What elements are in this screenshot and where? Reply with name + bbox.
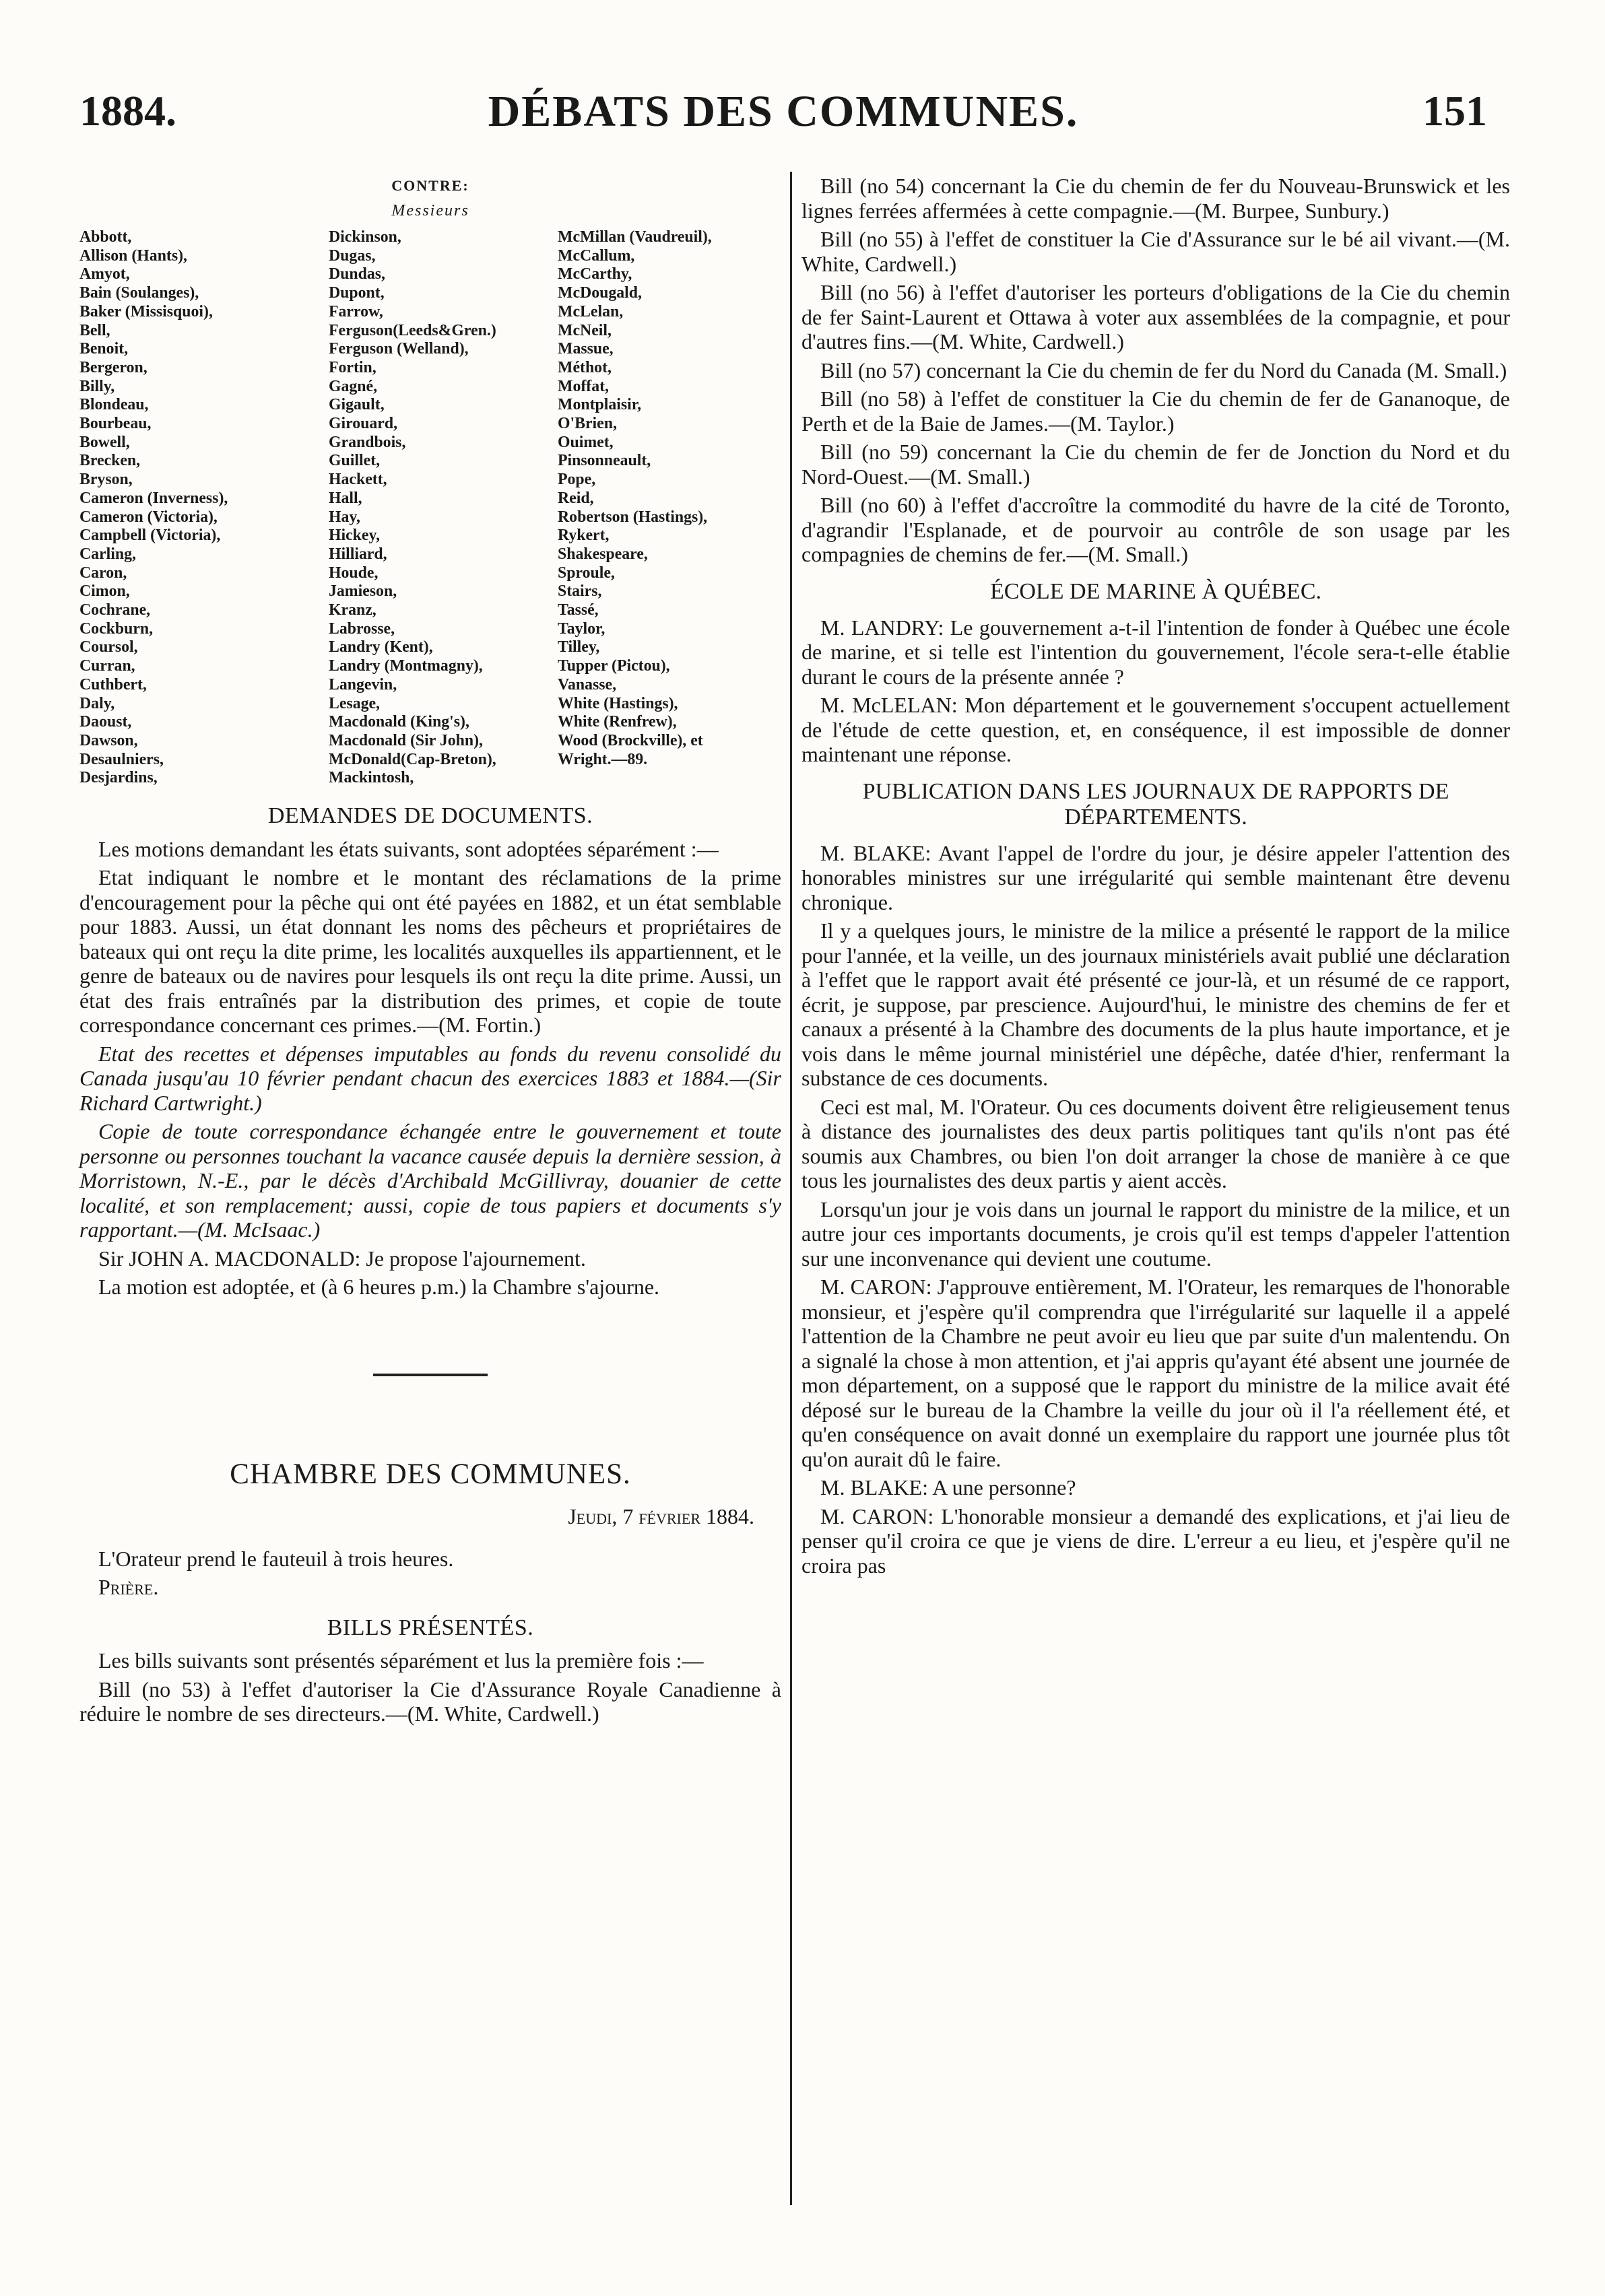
vote-name: Moffat,: [558, 377, 609, 395]
vote-name: White (Renfrew),: [558, 713, 677, 731]
vote-name: Dickinson,: [329, 228, 401, 246]
header-page-number: 151: [1422, 87, 1487, 135]
vote-name: Tassé,: [558, 601, 599, 619]
vote-name: Allison (Hants),: [79, 246, 187, 265]
vote-name: Ferguson (Welland),: [329, 340, 469, 358]
vote-name: Carling,: [79, 545, 136, 563]
caron-speech-2: M. CARON: L'honorable monsieur a demandé des explications, et j'ai lieu de penser qu'il croira ce que je viens de dire. L'erreur a eu lieu, et j'espère qu'il ne croira pas: [801, 1504, 1510, 1578]
vote-name: Dundas,: [329, 265, 385, 283]
mclelan-answer: M. McLELAN: Mon département et le gouvernement s'occupent actuellement de l'étude de cette question, et, en conséquence, il est impossible de donner maintenant une réponse.: [801, 693, 1510, 766]
vote-name: McNeil,: [558, 321, 612, 339]
bills-title: BILLS PRÉSENTÉS.: [327, 1615, 534, 1640]
sitting-date: Jeudi, 7 février 1884.: [568, 1504, 754, 1529]
vote-name: Tupper (Pictou),: [558, 657, 670, 675]
vote-name: Cochrane,: [79, 601, 151, 619]
vote-name: Cimon,: [79, 582, 130, 601]
vote-name: Bell,: [79, 321, 110, 339]
vote-name: Wright.—89.: [558, 750, 648, 768]
vote-contre-heading: CONTRE:: [391, 177, 469, 194]
vote-name: McDonald(Cap-Breton),: [329, 750, 496, 768]
vote-name: Reid,: [558, 489, 594, 507]
vote-name: Curran,: [79, 657, 135, 675]
vote-name: Cockburn,: [79, 619, 154, 638]
bill-57: Bill (no 57) concernant la Cie du chemin de fer du Nord du Canada (M. Small.): [820, 358, 1507, 382]
vote-name: Montplaisir,: [558, 396, 642, 414]
vote-name: Vanasse,: [558, 675, 617, 694]
vote-name: Landry (Montmagny),: [329, 657, 483, 675]
vote-name: Desjardins,: [79, 769, 158, 787]
vote-name: Desaulniers,: [79, 750, 164, 768]
vote-name: Stairs,: [558, 582, 602, 601]
vote-name: Guillet,: [329, 452, 381, 470]
page-header: [79, 86, 1487, 147]
vote-name: Langevin,: [329, 675, 397, 694]
vote-name: Bergeron,: [79, 358, 148, 376]
left-column: [79, 174, 781, 1730]
vote-names-list: [79, 228, 781, 788]
vote-name: Houde,: [329, 564, 379, 582]
vote-name: Abbott,: [79, 228, 132, 246]
right-column: [801, 174, 1510, 1582]
motion-mcisaac: Copie de toute correspondance échangée entre le gouvernement et toute personne ou personnes touchant la vacance causée depuis la dernière session, à Morristown, N.-E., par le décès d'Archibald McGillivray, douanier de cette localité, et son remplacement; aussi, copie de tous papiers et documents s'y rapportant.—(M. McIsaac.): [79, 1119, 781, 1242]
vote-name: Kranz,: [329, 601, 376, 619]
vote-name: Bourbeau,: [79, 415, 152, 433]
demandes-intro: Les motions demandant les états suivants, sont adoptées séparément :—: [98, 836, 719, 861]
vote-name: Bowell,: [79, 433, 130, 451]
vote-name: Macdonald (Sir John),: [329, 731, 483, 749]
vote-name: Rykert,: [558, 527, 610, 545]
vote-name: Cameron (Inverness),: [79, 489, 228, 507]
section-rule: [373, 1374, 488, 1376]
vote-name: Pinsonneault,: [558, 452, 651, 470]
vote-name: Shakespeare,: [558, 545, 648, 563]
vote-name: Billy,: [79, 377, 115, 395]
vote-name: Hay,: [329, 508, 360, 526]
blake-speech-1: M. BLAKE: Avant l'appel de l'ordre du jour, je désire appeler l'attention des honorables ministres sur une irrégularité qui semble maintenant être devenu chronique.: [801, 840, 1510, 914]
blake-speech-4: Lorsqu'un jour je vois dans un journal le rapport du ministre de la milice, et un autre jour ces importants documents, je crois qu'il est temps d'appeler l'attention sur une inconvenance qui devient une coutume.: [801, 1196, 1510, 1271]
vote-name: Labrosse,: [329, 619, 395, 638]
landry-question: M. LANDRY: Le gouvernement a-t-il l'intention de fonder à Québec une école de marine, et si telle est l'intention du gouvernement, l'école sera-t-elle établie durant le cours de la présente année ?: [801, 615, 1510, 689]
bill-55: Bill (no 55) à l'effet de constituer la Cie d'Assurance sur le bé ail vivant.—(M. White, Cardwell.): [801, 227, 1510, 276]
sir-john-adjournment: Sir JOHN A. MACDONALD: Je propose l'ajournement.: [98, 1246, 586, 1271]
vote-name: Pope,: [558, 471, 596, 489]
vote-name: Taylor,: [558, 619, 605, 638]
blake-interjection: M. BLAKE: A une personne?: [820, 1475, 1076, 1499]
column-divider: [790, 172, 792, 2205]
vote-name: Tilley,: [558, 638, 600, 656]
vote-name: Lesage,: [329, 694, 381, 712]
vote-name: McCarthy,: [558, 265, 632, 283]
vote-name: Bain (Soulanges),: [79, 284, 199, 302]
vote-name: Blondeau,: [79, 396, 149, 414]
orateur-line: L'Orateur prend le fauteuil à trois heures.: [98, 1546, 454, 1571]
bill-58: Bill (no 58) à l'effet de constituer la Cie du chemin de fer de Gananoque, de Perth et de la Baie de James.—(M. Taylor.): [801, 386, 1510, 436]
vote-name: Daoust,: [79, 713, 132, 731]
ecole-title: ÉCOLE DE MARINE À QUÉBEC.: [989, 578, 1322, 604]
blake-speech-2: Il y a quelques jours, le ministre de la milice a présenté le rapport de la milice pour l'année, et la veille, un des journaux ministériels avait publié une déclaration à l'effet que le rapport avait été présenté ce jour-là, et un résumé de ce rapport, écrit, je suppose, par prescience. Aujourd'hui, le ministre des chemins de fer et canaux a présenté à la Chambre des documents de la plus haute importance, et je vois dans le même journal ministériel une dépêche, datée d'hier, renfermant la substance de ces documents.: [801, 918, 1510, 1090]
vote-name: Gagné,: [329, 377, 378, 395]
motion-cartwright: Etat des recettes et dépenses imputables au fonds du revenu consolidé du Canada jusqu'au 10 février pendant chacun des exercices 1883 et 1884.—(Sir Richard Cartwright.): [79, 1041, 781, 1115]
vote-name: Benoit,: [79, 340, 129, 358]
header-year: 1884.: [79, 87, 176, 135]
bill-54: Bill (no 54) concernant la Cie du chemin de fer du Nouveau-Brunswick et les lignes ferrées affermées à cette compagnie.—(M. Burpee, Sunbury.): [801, 174, 1510, 223]
caron-speech-1: M. CARON: J'approuve entièrement, M. l'Orateur, les remarques de l'honorable monsieur, et j'espère qu'il comprendra que l'irrégularité sur laquelle il a appelé l'attention de la Chambre ne peut avoir eu lieu que par suite d'un malentendu. On a signalé la chose à mon attention, et j'ai appris qu'ayant été absent une journée de mon département, on a supposé que le rapport du ministre de la milice avait été déposé sur le bureau de la Chambre la veille du jour où il l'a réellement été, et qu'en conséquence on avait donné un exemplaire du rapport une journée plus tôt qu'on aurait dû le faire.: [801, 1275, 1510, 1471]
vote-name: Girouard,: [329, 415, 398, 433]
vote-name: Ouimet,: [558, 433, 614, 451]
vote-name: Hilliard,: [329, 545, 387, 563]
vote-name: Caron,: [79, 564, 127, 582]
bill-53: Bill (no 53) à l'effet d'autoriser la Cie d'Assurance Royale Canadienne à réduire le nombre de ses directeurs.—(M. White, Cardwell.): [79, 1677, 781, 1726]
vote-name: Baker (Missisquoi),: [79, 302, 213, 320]
vote-messieurs-heading: Messieurs: [391, 201, 469, 220]
vote-name: Hall,: [329, 489, 362, 507]
bill-59: Bill (no 59) concernant la Cie du chemin de fer de Jonction du Nord et du Nord-Ouest.—(M. Small.): [801, 440, 1510, 489]
vote-name: Ferguson(Leeds&Gren.): [329, 321, 496, 339]
vote-name: Jamieson,: [329, 582, 397, 601]
vote-name: Coursol,: [79, 638, 138, 656]
vote-name: Méthot,: [558, 358, 612, 376]
blake-speech-3: Ceci est mal, M. l'Orateur. Ou ces documents doivent être religieusement tenus à distance des journalistes des deux partis politiques tant qu'ils n'ont pas été soumis aux Chambres, ou bien l'on doit arranger la chose de manière à ce que tous les journalistes des deux partis y aient accès.: [801, 1094, 1510, 1192]
vote-name: Bryson,: [79, 471, 133, 489]
vote-name: Massue,: [558, 340, 614, 358]
vote-name: Dugas,: [329, 246, 376, 265]
vote-name: Amyot,: [79, 265, 130, 283]
publication-title: PUBLICATION DANS LES JOURNAUX DE RAPPORTS DE DÉPARTEMENTS.: [862, 778, 1449, 830]
bill-56: Bill (no 56) à l'effet d'autoriser les porteurs d'obligations de la Cie du chemin de fer Saint-Laurent et Ottawa à voter aux assemblées de la compagnie, et pour d'autres fins.—(M. White, Cardwell.): [801, 280, 1510, 353]
vote-name: Farrow,: [329, 302, 383, 320]
vote-name: [558, 769, 781, 788]
vote-name: McLelan,: [558, 302, 624, 320]
vote-name: McCallum,: [558, 246, 635, 265]
vote-name: Cuthbert,: [79, 675, 147, 694]
vote-name: Landry (Kent),: [329, 638, 433, 656]
vote-name: Dupont,: [329, 284, 385, 302]
priere-line: Prière.: [98, 1575, 159, 1600]
vote-name: Campbell (Victoria),: [79, 527, 221, 545]
vote-name: Hackett,: [329, 471, 387, 489]
vote-name: McDougald,: [558, 284, 642, 302]
bills-intro: Les bills suivants sont présentés séparément et lus la première fois :—: [98, 1648, 704, 1673]
vote-name: Cameron (Victoria),: [79, 508, 218, 526]
vote-name: Sproule,: [558, 564, 615, 582]
vote-name: Dawson,: [79, 731, 138, 749]
vote-name: Grandbois,: [329, 433, 406, 451]
vote-name: Wood (Brockville), et: [558, 731, 703, 749]
vote-name: McMillan (Vaudreuil),: [558, 228, 712, 246]
vote-name: Macdonald (King's),: [329, 713, 469, 731]
vote-name: Robertson (Hastings),: [558, 508, 708, 526]
motion-fortin: Etat indiquant le nombre et le montant des réclamations de la prime d'encouragement pour la pêche qui ont été payées en 1882, et un état semblable pour 1883. Aussi, un état donnant les noms des pêcheurs et propriétaires de bateaux qui ont reçu la dite prime, les localités auxquelles ils appartiennent, et le genre de bateaux ou de navires pour lesquels ils ont reçu la dite prime. Aussi, un état des frais entraînés par la distribution des primes, et copie de toute correspondance concernant ces primes.—(M. Fortin.): [79, 865, 781, 1038]
vote-name: Fortin,: [329, 358, 376, 376]
vote-name: Daly,: [79, 694, 115, 712]
bill-60: Bill (no 60) à l'effet d'accroître la commodité du havre de la cité de Toronto, d'agrandir l'Esplanade, et de pourvoir au contrôle de son usage par les compagnies de chemins de fer.—(M. Small.): [801, 493, 1510, 566]
motion-adopted: La motion est adoptée, et (à 6 heures p.m.) la Chambre s'ajourne.: [98, 1275, 660, 1299]
header-title: DÉBATS DES COMMUNES.: [488, 87, 1079, 136]
vote-name: O'Brien,: [558, 415, 617, 433]
vote-name: Hickey,: [329, 527, 381, 545]
vote-name: White (Hastings),: [558, 694, 678, 712]
chambre-title: CHAMBRE DES COMMUNES.: [230, 1458, 631, 1490]
vote-name: Brecken,: [79, 452, 141, 470]
demandes-title: DEMANDES DE DOCUMENTS.: [267, 803, 593, 829]
vote-name: Mackintosh,: [329, 769, 414, 787]
vote-name: Gigault,: [329, 396, 385, 414]
